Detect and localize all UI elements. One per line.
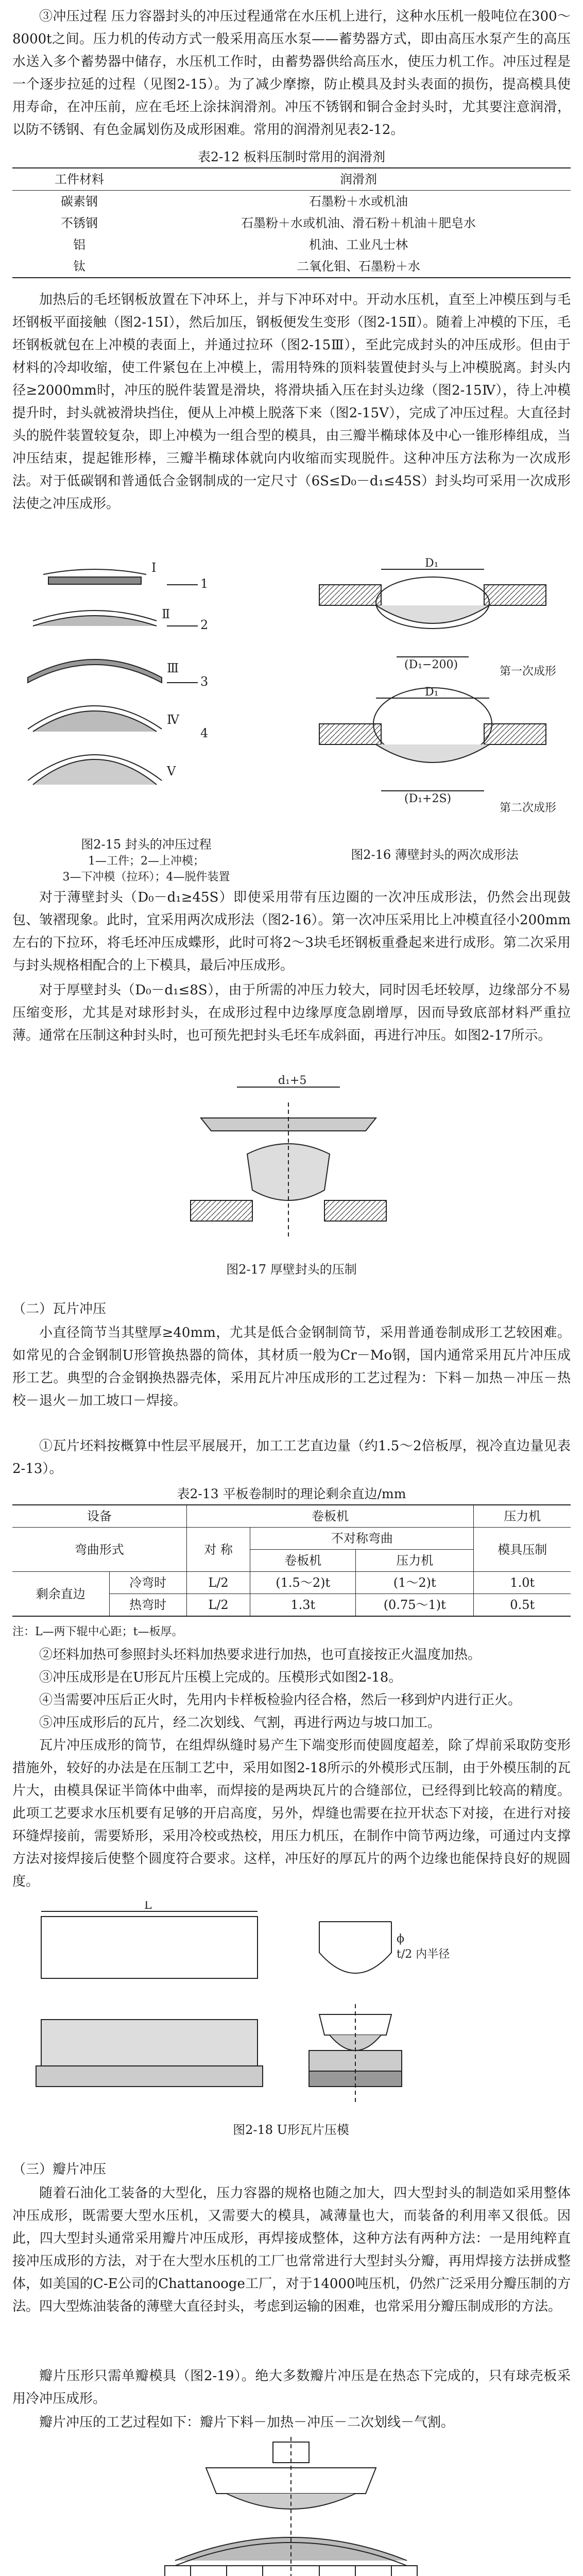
figure-2-16-caption: 图2-16 薄壁封头的两次成形法 — [351, 848, 519, 862]
fig16-dim-d1: D₁ — [425, 557, 439, 570]
cell: 冷弯时 — [109, 1572, 186, 1594]
fig17-dim: d₁+5 — [278, 1074, 307, 1087]
petal-die-drawing — [144, 2437, 439, 2576]
part-label-3: 3 — [200, 674, 209, 689]
cell: 钛 — [73, 259, 85, 274]
cell: 碳素钢 — [61, 194, 98, 209]
col-header-material: 工件材料 — [55, 172, 104, 187]
paragraph-tile-intro: 小直径筒节当其壁厚≥40mm，尤其是低合金钢制筒节，采用普通卷制成形工艺较困难。如常见的合金钢制U形管换热器的筒体，其材质一般为Cr－Mo钢，国内通常采用瓦片冲压成形工艺。典型的合金钢换热器壳体，采用瓦片冲压成形的工艺过程为：下料－加热－冲压－热校－退火－加工坡口－焊接。 — [12, 1325, 571, 1409]
h-shebei: 设备 — [87, 1509, 112, 1523]
figure-2-15-legend-2: 3—下冲模（拉环）；4—脱件装置 — [62, 871, 230, 884]
stage-label-2: Ⅱ — [162, 607, 170, 621]
table-row — [12, 1572, 571, 1594]
cell: 铝 — [73, 238, 85, 252]
stage-label-4: Ⅳ — [167, 713, 179, 727]
paragraph-tile-step1: ①瓦片坯料按概算中性层平展展开，加工工艺直边量（约1.5～2倍板厚，视冷直边量见表2-13）。 — [12, 1438, 571, 1477]
paragraph-tile-step2: ②坯料加热可参照封头坯料加热要求进行加热，也可直接按正火温度加热。 — [39, 1647, 482, 1663]
figure-2-18 — [31, 1901, 551, 2148]
h-yaliji: 压力机 — [474, 1505, 571, 1528]
lubricant-table — [12, 167, 571, 278]
figure-2-18-caption: 图2-18 U形瓦片压模 — [233, 2123, 349, 2137]
u-tile-die-drawing — [31, 1901, 551, 2117]
table-row — [12, 212, 571, 234]
straight-edge-table — [12, 1504, 571, 1617]
cell: L/2 — [186, 1594, 250, 1617]
cell: 二氧化钼、石墨粉＋水 — [297, 259, 420, 274]
figure-2-19 — [144, 2437, 439, 2576]
part-label-2: 2 — [200, 618, 209, 632]
figure-2-15-caption: 图2-15 封头的冲压过程 — [81, 837, 212, 852]
cell: 0.5t — [474, 1594, 571, 1617]
stage-label-5: Ⅴ — [167, 764, 176, 778]
fig18-dim-phi: ϕ — [397, 1933, 404, 1945]
cell: 机油、工业凡士林 — [309, 238, 408, 252]
fig16-label-second: 第二次成形 — [500, 802, 557, 815]
cell: 1.3t — [250, 1594, 356, 1617]
paragraph-tile-step4: ④当需要冲压后正火时，先用内卡样板检验内径合格，然后一移到炉内进行正火。 — [39, 1692, 522, 1708]
part-label-4: 4 — [200, 726, 209, 740]
fig16-dim-d1-b: D₁ — [425, 686, 439, 699]
table-2-13-title: 表2-13 平板卷制时的理论剩余直边/mm — [177, 1486, 406, 1501]
thick-head-drawing — [170, 1072, 413, 1257]
cell: 不锈钢 — [61, 216, 98, 230]
h-mujuyazhi: 模具压制 — [474, 1528, 571, 1572]
paragraph-petal-process: 瓣片冲压的工艺过程如下：瓣片下料－加热－冲压－二次划线－气割。 — [39, 2415, 455, 2430]
cell: (1～2)t — [356, 1572, 474, 1594]
paragraph-thick-wall: 对于厚壁封头（D₀－d₁≤8S），由于所需的冲压力较大，同时因毛坯较厚，边缘部分不易压缩变形，尤其是对球形封头，在成形过程中边缘厚度急剧增厚，因而导致底部材料严重拉薄。通常在压制这种封头时，也可预先把封头毛坯车成斜面，再进行冲压。如图2-17所示。 — [12, 982, 571, 1043]
table-row — [12, 191, 571, 213]
stage-label-3: Ⅲ — [167, 661, 179, 675]
paragraph-petal-die: 瓣片压形只需单瓣模具（图2-19）。绝大多数瓣片冲压是在热态下完成的，只有球壳板采用冷冲压成形。 — [12, 2368, 571, 2406]
paragraph-thin-wall: 对于薄壁封头（D₀－d₁≥45S）即使采用带有压边圈的一次冲压成形法，仍然会出现鼓包、皱褶现象。此时，宜采用两次成形法（图2-16）。第一次冲压采用比上冲模直径小200mm左右的下拉环，将毛坯冲压成蝶形，此时可将2～3块毛坯钢板重叠起来进行成形。第二次采用与封头规格相配合的上下模具，最后冲压成形。 — [12, 890, 571, 973]
fig18-dim-l: L — [144, 1901, 152, 1912]
paragraph-tile-detail: 瓦片冲压成形的筒节，在组焊纵缝时易产生下端变形而使圆度超差，除了焊前采取防变形措施外，较好的办法是在压制工艺中，采用如图2-18所示的外模形式压制，由于外模压制的瓦片大，由模具保证半筒体中曲率，而焊接的是两块瓦片的合缝部位，已经得到比较高的精度。此项工艺要求水压机要有足够的开启高度，另外，焊缝也需要在拉开状态下对接，在进行对接环缝焊接前，需要矫形，采用冷校或热校，用压力机压，在制作中筒节两边缘，可通过内支撑方法对接焊接后使整个圆度符合要求。这样，冲压好的厚瓦片的两个边缘也能保持良好的规圆度。 — [12, 1738, 571, 1889]
cell: 热弯时 — [109, 1594, 186, 1617]
part-label-1: 1 — [200, 577, 209, 591]
fig16-dim-d1-minus: (D₁−200) — [404, 658, 458, 671]
two-stage-forming-drawing — [299, 554, 571, 842]
section-heading-tile: （二）瓦片冲压 — [12, 1301, 107, 1317]
paragraph-stamping-steps: 加热后的毛坯钢板放置在下冲环上，并与下冲环对中。开动水压机，直至上冲模压到与毛坯钢板平面接触（图2-15Ⅰ），然后加压，钢板便发生变形（图2-15Ⅱ）。随着上冲模的下压，毛坯钢板就包在上冲模的表面上，并通过拉环（图2-15Ⅲ），至此完成封头的冲压成形。但由于材料的冷却收缩，使工件紧包在上冲模上，需用特殊的顶料装置使封头与上冲模脱离。封头内径≥2000mm时，冲压的脱件装置是滑块，将滑块插入压在封头边缘（图2-15Ⅳ），待上冲模提升时，封头就被滑块挡住，便从上冲模上脱落下来（图2-15Ⅴ），完成了冲压过程。大直径封头的脱件装置较复杂，即上冲模为一组合型的模具，由三瓣半椭球体及中心一锥形棒组成，当冲压结束，提起锥形棒，三瓣半椭球体就向内收缩而实现脱件。这种冲压方法称为一次成形法。对于低碳钢和普通低合金钢制成的一定尺寸（6S≤D₀－d₁≤45S）封头均可采用一次成形法使之冲压成形。 — [12, 292, 571, 512]
cell: L/2 — [186, 1572, 250, 1594]
stamping-stages-drawing — [12, 554, 280, 832]
col-header-lubricant: 润滑剂 — [340, 172, 377, 187]
fig16-label-first: 第一次成形 — [500, 665, 557, 678]
cell: 石墨粉＋水或机油 — [309, 194, 408, 209]
section-heading-petal: （三）瓣片冲压 — [12, 2162, 107, 2177]
h-duichen: 对 称 — [186, 1528, 250, 1572]
table-2-12-title: 表2-12 板料压制时常用的润滑剂 — [197, 149, 386, 164]
cell: 1.0t — [474, 1572, 571, 1594]
figure-2-17-caption: 图2-17 厚壁封头的压制 — [226, 1262, 357, 1277]
paragraph-stamping-process: ③冲压过程 压力容器封头的冲压过程通常在水压机上进行，这种水压机一般吨位在300～8000t之间。压力机的传动方式一般采用高压水泵——蓄势器方式，即由高压水泵产生的高压水送入多个蓄势器中储存，水压机工作时，由蓄势器供给高压水，使压力机工作。冲压过程是一个逐步拉延的过程（见图2-15）。为了减少摩擦，防止模具及封头表面的损伤，提高模具使用寿命，在冲压前，应在毛坯上涂抹润滑剂。冲压不锈钢和铜合金封头时，尤其要注意润滑，以防不锈钢、有色金属划伤及成形困难。常用的润滑剂见表2-12。 — [12, 9, 571, 138]
cell: (1.5～2)t — [250, 1572, 356, 1594]
h-buduichen: 不对称弯曲 — [250, 1528, 474, 1550]
table-row — [12, 256, 571, 278]
h-sub1: 卷板机 — [250, 1550, 356, 1572]
paragraph-petal-intro: 随着石油化工装备的大型化，压力容器的规格也随之加大，四大型封头的制造如采用整体冲压成形，既需要大型水压机，又需要大的模具，减薄量也大，而装备的利用率又很低。因此，四大型封头通常采用瓣片冲压成形，再焊接成整体，这种方法有两种方法：一是用纯粹直接冲压成形的方法，对于在大型水压机的工厂也常常进行大型封头分瓣，再用焊接方法拼成整体，如美国的C-E公司的Chattanooge工厂，对于14000吨压机，仍然广泛采用分瓣压制的方法。四大型炼油装备的薄壁大直径封头，考虑到运输的困难，也常采用分瓣压制成形的方法。 — [12, 2185, 571, 2314]
fig18-dim-radius: t/2 内半径 — [397, 1948, 450, 1961]
figure-2-15 — [12, 554, 280, 884]
h-juanbanji: 卷板机 — [186, 1505, 474, 1528]
cell: 石墨粉＋水或机油、滑石粉＋机油＋肥皂水 — [241, 216, 476, 230]
cell: (0.75～1)t — [356, 1594, 474, 1617]
h-wanqu: 弯曲形式 — [74, 1542, 124, 1557]
table-2-13-note: 注：L—两下辊中心距；t—板厚。 — [12, 1625, 183, 1638]
paragraph-tile-step3: ③冲压成形是在U形瓦片压模上完成的。压模形式如图2-18。 — [39, 1670, 402, 1685]
figure-2-17 — [170, 1072, 413, 1288]
h-sub2: 压力机 — [356, 1550, 474, 1572]
stage-label-1: Ⅰ — [151, 561, 157, 575]
figure-2-16 — [299, 554, 571, 878]
figure-2-15-legend-1: 1—工件；2—上冲模； — [88, 855, 204, 868]
table-row — [12, 234, 571, 256]
row-head: 剩余直边 — [36, 1586, 85, 1601]
fig16-dim-d1-plus: (D₁+2S) — [404, 792, 452, 805]
paragraph-tile-step5: ⑤冲压成形后的瓦片，经二次划线、气割，再进行两边与坡口加工。 — [39, 1715, 441, 1731]
